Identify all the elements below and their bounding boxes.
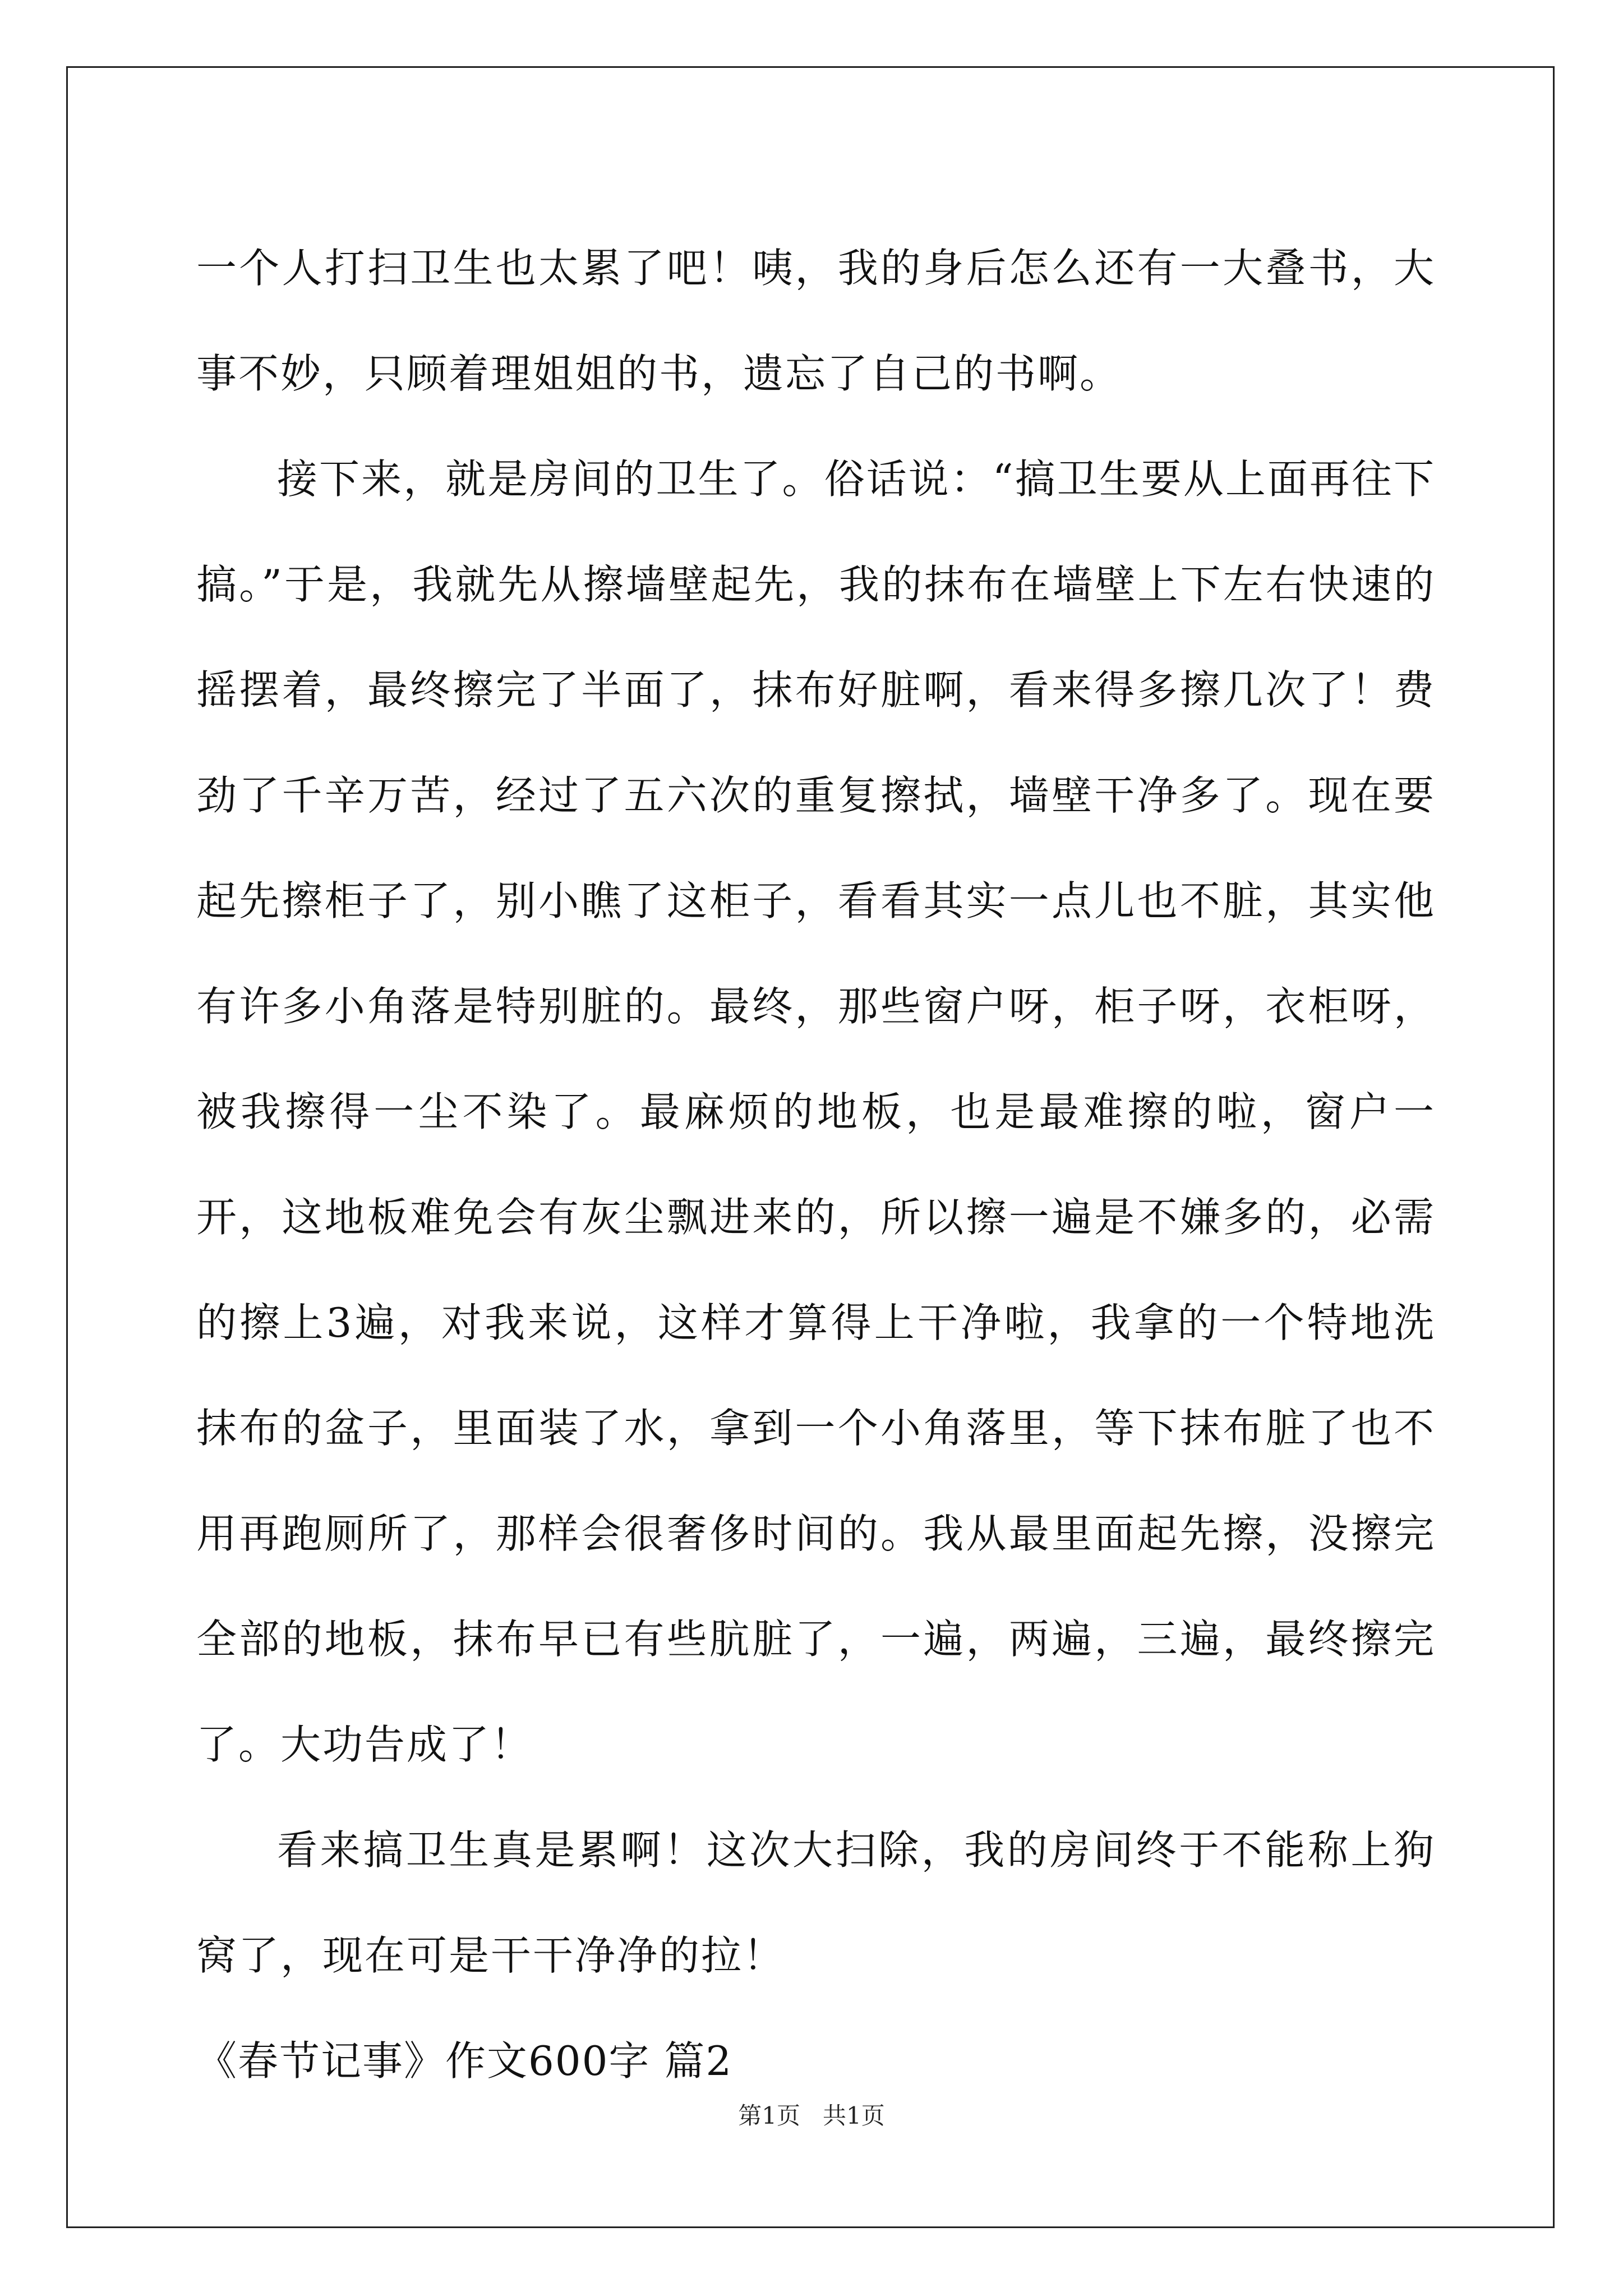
page-footer: 第1页 共1页 [738, 2102, 885, 2129]
paragraph-2: 接下来，就是房间的卫生了。俗话说：“搞卫生要从上面再往下搞。”于是，我就先从擦墙壁起先，我的抹布在墙壁上下左右快速的摇摆着，最终擦完了半面了，抹布好脏啊，看来得多擦几次了！费劲了千辛万苦，经过了五六次的重复擦拭，墙壁干净多了。现在要起先擦柜子了，别小瞧了这柜子，看看其实一点儿也不脏，其实他有许多小角落是特别脏的。最终，那些窗户呀，柜子呀，衣柜呀，被我擦得一尘不染了。最麻烦的地板，也是最难擦的啦，窗户一开，这地板难免会有灰尘飘进来的，所以擦一遍是不嫌多的，必需的擦上3遍，对我来说，这样才算得上干净啦，我拿的一个特地洗抹布的盆子，里面装了水，拿到一个小角落里，等下抹布脏了也不用再跑厕所了，那样会很奢侈时间的。我从最里面起先擦，没擦完全部的地板，抹布早已有些肮脏了，一遍，两遍，三遍，最终擦完了。大功告成了！ [196, 455, 1436, 1768]
paragraph-1: 一个人打扫卫生也太累了吧！咦，我的身后怎么还有一大叠书，大事不妙，只顾着理姐姐的书，遗忘了自己的书啊。 [196, 245, 1436, 397]
document-body [196, 215, 1436, 2114]
paragraph-3: 看来搞卫生真是累啊！这次大扫除，我的房间终于不能称上狗窝了，现在可是干干净净的拉！ [196, 1826, 1436, 1979]
essay-heading: 《春节记事》作文600字 篇2 [196, 2037, 733, 2085]
